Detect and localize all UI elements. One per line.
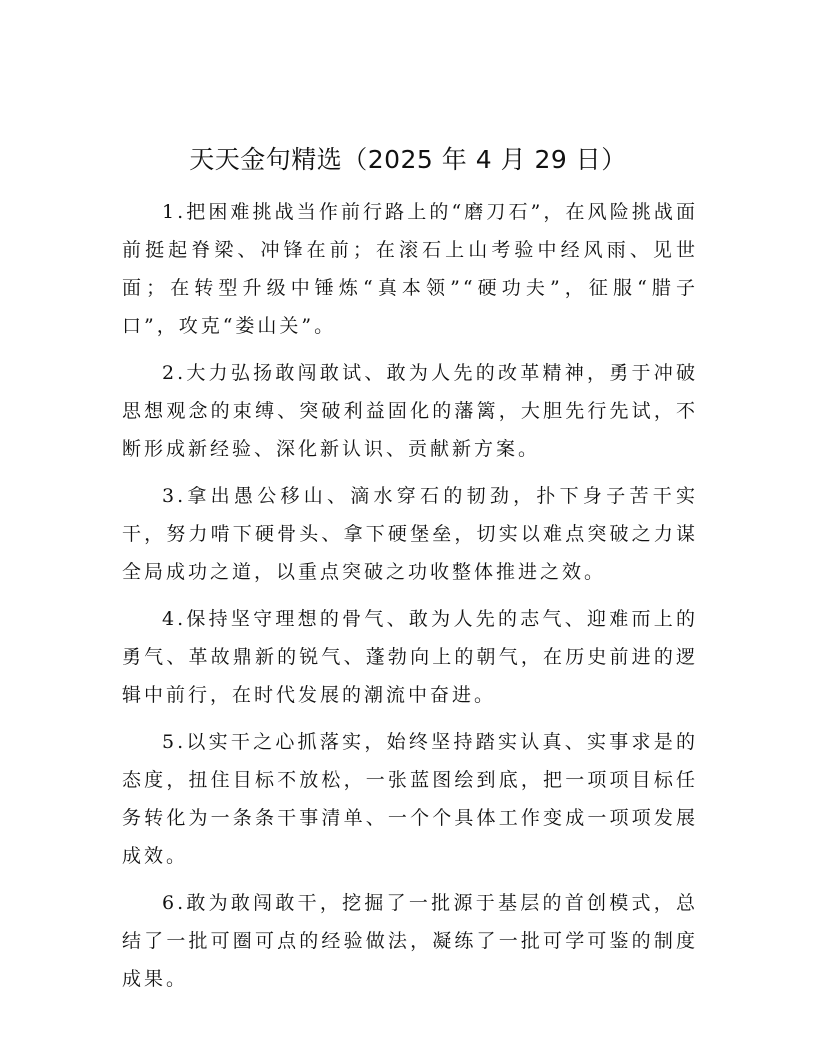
paragraph-2: 2.大力弘扬敢闯敢试、敢为人先的改革精神，勇于冲破思想观念的束缚、突破利益固化的藩篱，大胆先行先试，不断形成新经验、深化新认识、贡献新方案。: [122, 362, 698, 460]
paragraph-1: 1.把困难挑战当作前行路上的“磨刀石”，在风险挑战面前挺起脊梁、冲锋在前；在滚石上山考验中经风雨、见世面；在转型升级中锤炼“真本领”“硬功夫”，征服“腊子口”，攻克“娄山关”。: [122, 201, 698, 337]
paragraph-4: 4.保持坚守理想的骨气、敢为人先的志气、迎难而上的勇气、革故鼎新的锐气、蓬勃向上的朝气，在历史前进的逻辑中前行，在时代发展的潮流中奋进。: [122, 608, 698, 706]
paragraph-3: 3.拿出愚公移山、滴水穿石的韧劲，扑下身子苦干实干，努力啃下硬骨头、拿下硬堡垒，切实以难点突破之力谋全局成功之道，以重点突破之功收整体推进之效。: [122, 485, 698, 583]
document-body: [122, 193, 698, 1007]
paragraph-6: 6.敢为敢闯敢干，挖掘了一批源于基层的首创模式，总结了一批可圈可点的经验做法，凝练了一批可学可鉴的制度成果。: [122, 892, 698, 990]
paragraph-5: 5.以实干之心抓落实，始终坚持踏实认真、实事求是的态度，扭住目标不放松，一张蓝图绘到底，把一项项目标任务转化为一条条干事清单、一个个具体工作变成一项项发展成效。: [122, 731, 698, 867]
page-title: 天天金句精选（2025 年 4 月 29 日）: [189, 145, 627, 174]
